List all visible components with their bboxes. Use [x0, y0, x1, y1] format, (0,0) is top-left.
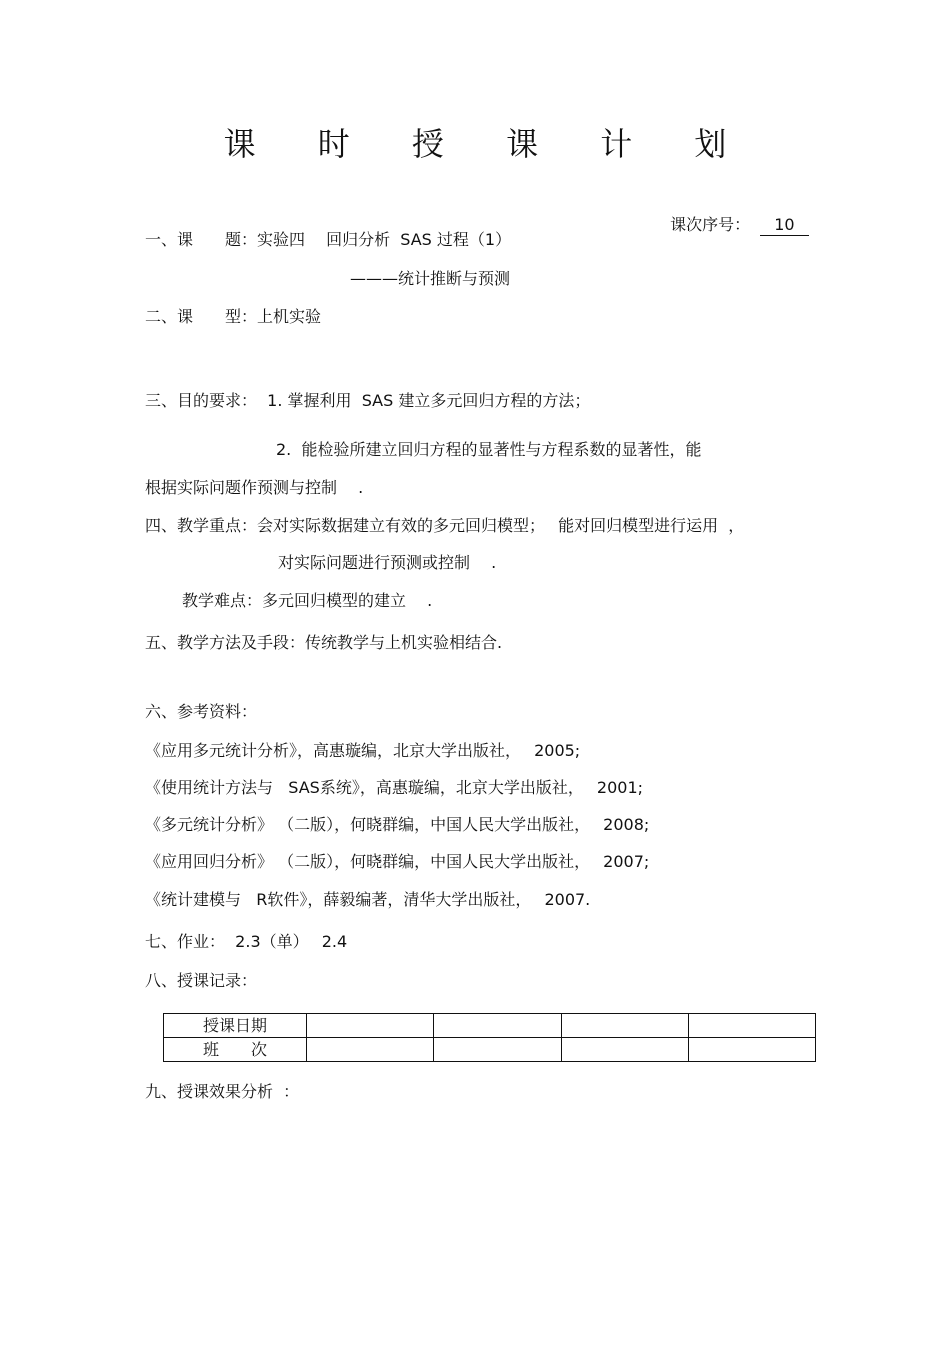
- lesson-number-row: [660, 195, 809, 236]
- table-cell: [561, 1014, 688, 1038]
- table-cell: [688, 1014, 815, 1038]
- course-type-line: 二、课 型：上机实验: [145, 307, 322, 326]
- topic-line: 一、课 题：实验四 回归分析 SAS 过程（1）: [145, 230, 512, 249]
- effect-analysis-line: 九、授课效果分析 ：: [145, 1082, 300, 1101]
- row-label-class: 班 次: [164, 1038, 307, 1062]
- lesson-number-value: 10: [760, 215, 808, 236]
- lesson-number-label: 课次序号：: [670, 215, 751, 234]
- homework-line: 七、作业： 2.3（单） 2.4: [145, 932, 348, 951]
- objective-line-2: 2. 能检验所建立回归方程的显著性与方程系数的显著性，能: [276, 440, 702, 459]
- table-cell: [434, 1014, 561, 1038]
- objective-line-3: 根据实际问题作预测与控制 .: [145, 478, 364, 497]
- reference-item: 《多元统计分析》 （二版），何晓群编，中国人民大学出版社， 2008;: [145, 815, 650, 834]
- references-heading: 六、参考资料：: [145, 702, 258, 721]
- difficulty-line: 教学难点：多元回归模型的建立 .: [182, 591, 433, 610]
- key-points-line-2: 对实际问题进行预测或控制 .: [278, 553, 497, 572]
- teaching-record-heading: 八、授课记录：: [145, 971, 258, 990]
- teaching-record-table: [163, 1013, 816, 1062]
- page-title: 课 时 授 课 计 划: [223, 125, 753, 163]
- table-row: [164, 1014, 816, 1038]
- reference-item: 《使用统计方法与 SAS系统》，高惠璇编，北京大学出版社， 2001;: [145, 778, 644, 797]
- reference-item: 《应用回归分析》 （二版），何晓群编，中国人民大学出版社， 2007;: [145, 852, 650, 871]
- table-cell: [307, 1038, 434, 1062]
- key-points-line-1: 四、教学重点：会对实际数据建立有效的多元回归模型； 能对回归模型进行运用 ，: [145, 516, 745, 535]
- row-label-date: 授课日期: [164, 1014, 307, 1038]
- table-row: [164, 1038, 816, 1062]
- topic-subtitle: ———统计推断与预测: [350, 269, 511, 288]
- table-cell: [434, 1038, 561, 1062]
- table-cell: [688, 1038, 815, 1062]
- teaching-method-line: 五、教学方法及手段：传统教学与上机实验相结合.: [145, 633, 503, 652]
- table-cell: [561, 1038, 688, 1062]
- reference-item: 《统计建模与 R软件》，薛毅编著，清华大学出版社， 2007.: [145, 890, 591, 909]
- table-cell: [307, 1014, 434, 1038]
- reference-item: 《应用多元统计分析》，高惠璇编，北京大学出版社， 2005;: [145, 741, 581, 760]
- objective-line-1: 三、目的要求： 1. 掌握利用 SAS 建立多元回归方程的方法；: [145, 391, 591, 410]
